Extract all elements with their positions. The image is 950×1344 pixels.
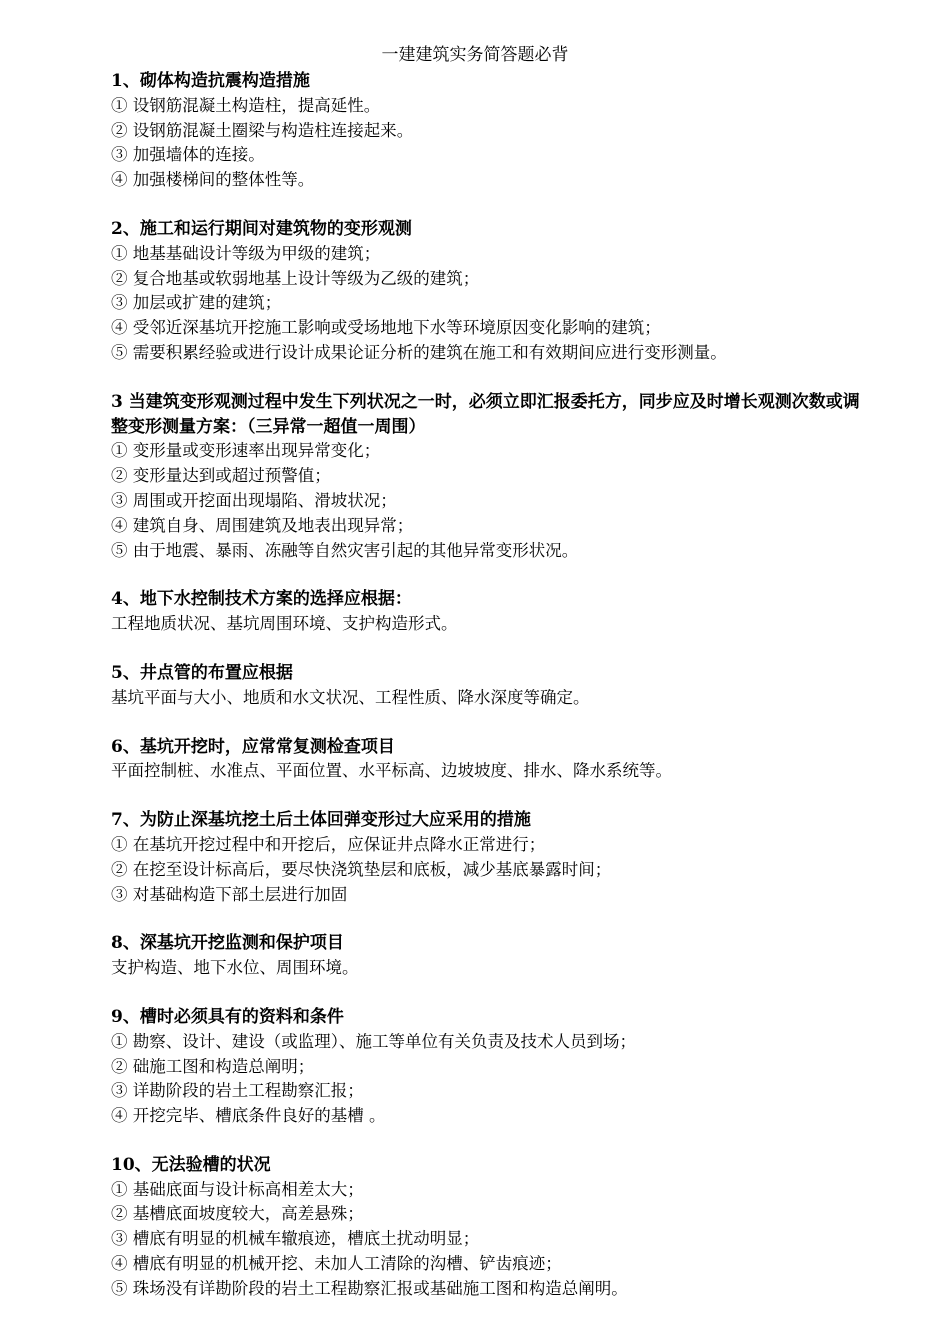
section-line: ① 设钢筋混凝土构造柱，提高延性。 (111, 95, 381, 115)
section-line: ④ 受邻近深基坑开挖施工影响或受场地地下水等环境原因变化影响的建筑； (111, 318, 661, 338)
section-line: 基坑平面与大小、地质和水文状况、工程性质、降水深度等确定。 (111, 687, 590, 707)
section-line: ② 在挖至设计标高后，要尽快浇筑垫层和底板，减少基底暴露时间； (111, 859, 612, 879)
section-line: ⑤ 需要积累经验或进行设计成果论证分析的建筑在施工和有效期间应进行变形测量。 (111, 342, 727, 362)
section-line: ① 基础底面与设计标高相差太大； (111, 1179, 364, 1199)
section-heading: 8、深基坑开挖监测和保护项目 (111, 933, 344, 954)
section-2 (111, 217, 871, 366)
section-line: ① 变形量或变形速率出现异常变化； (111, 441, 381, 461)
section-line: ② 设钢筋混凝土圈梁与构造柱连接起来。 (111, 120, 414, 140)
section-heading: 7、为防止深基坑挖土后土体回弹变形过大应采用的措施 (111, 810, 531, 831)
section-line: ③ 对基础构造下部土层进行加固 (111, 884, 348, 904)
section-7 (111, 808, 871, 907)
section-4 (111, 587, 871, 637)
section-line: ② 础施工图和构造总阐明； (111, 1056, 315, 1076)
section-line: ② 变形量达到或超过预警值； (111, 466, 331, 486)
section-heading: 2、施工和运行期间对建筑物的变形观测 (111, 218, 412, 239)
section-line: ③ 槽底有明显的机械车辙痕迹，槽底土扰动明显； (111, 1229, 480, 1249)
document-body (111, 69, 871, 1326)
section-line: ② 复合地基或软弱地基上设计等级为乙级的建筑； (111, 268, 480, 288)
section-line: ③ 加强墙体的连接。 (111, 145, 265, 165)
section-heading: 1、砌体构造抗震构造措施 (111, 71, 310, 91)
section-8 (111, 931, 871, 981)
section-3 (111, 390, 871, 564)
section-5 (111, 661, 871, 711)
section-9 (111, 1005, 871, 1129)
section-line: ④ 加强楼梯间的整体性等。 (111, 170, 315, 190)
section-1 (111, 69, 871, 193)
section-line: ③ 详勘阶段的岩土工程勘察汇报； (111, 1081, 364, 1101)
section-line: ③ 周围或开挖面出现塌陷、滑坡状况； (111, 490, 397, 510)
section-heading: 5、井点管的布置应根据 (111, 662, 293, 683)
section-heading: 10、无法验槽的状况 (111, 1154, 271, 1175)
document-title: 一建建筑实务简答题必背 (381, 45, 569, 65)
section-line: ④ 建筑自身、周围建筑及地表出现异常； (111, 515, 414, 535)
section-line: ④ 开挖完毕、槽底条件良好的基槽 。 (111, 1106, 386, 1126)
section-line: ⑤ 由于地震、暴雨、冻融等自然灾害引起的其他异常变形状况。 (111, 540, 579, 560)
section-line: 支护构造、地下水位、周围环境。 (111, 958, 359, 978)
section-line: ④ 槽底有明显的机械开挖、未加人工清除的沟槽、铲齿痕迹； (111, 1254, 562, 1274)
section-heading: 9、槽时必须具有的资料和条件 (111, 1006, 344, 1027)
section-heading: 4、地下水控制技术方案的选择应根据： (111, 589, 412, 610)
section-line: 平面控制桩、水准点、平面位置、水平标高、边坡坡度、排水、降水系统等。 (111, 761, 672, 781)
section-6 (111, 735, 871, 785)
section-10 (111, 1153, 871, 1302)
section-line: ② 基槽底面坡度较大，高差悬殊； (111, 1204, 364, 1224)
section-line: ⑤ 珠场没有详勘阶段的岩土工程勘察汇报或基础施工图和构造总阐明。 (111, 1278, 628, 1298)
section-heading: 6、基坑开挖时，应常常复测检查项目 (111, 736, 395, 757)
section-line: ① 地基基础设计等级为甲级的建筑； (111, 243, 381, 263)
section-heading: 3 当建筑变形观测过程中发生下列状况之一时，必须立即汇报委托方，同步应及时增长观测次数或调整变形测量方案：（三异常一超值一周围） (111, 391, 860, 437)
section-line: ① 勘察、设计、建设（或监理）、施工等单位有关负责及技术人员到场； (111, 1031, 636, 1051)
section-line: ① 在基坑开挖过程中和开挖后，应保证井点降水正常进行； (111, 834, 546, 854)
section-line: 工程地质状况、基坑周围环境、支护构造形式。 (111, 614, 458, 634)
section-line: ③ 加层或扩建的建筑； (111, 293, 282, 313)
